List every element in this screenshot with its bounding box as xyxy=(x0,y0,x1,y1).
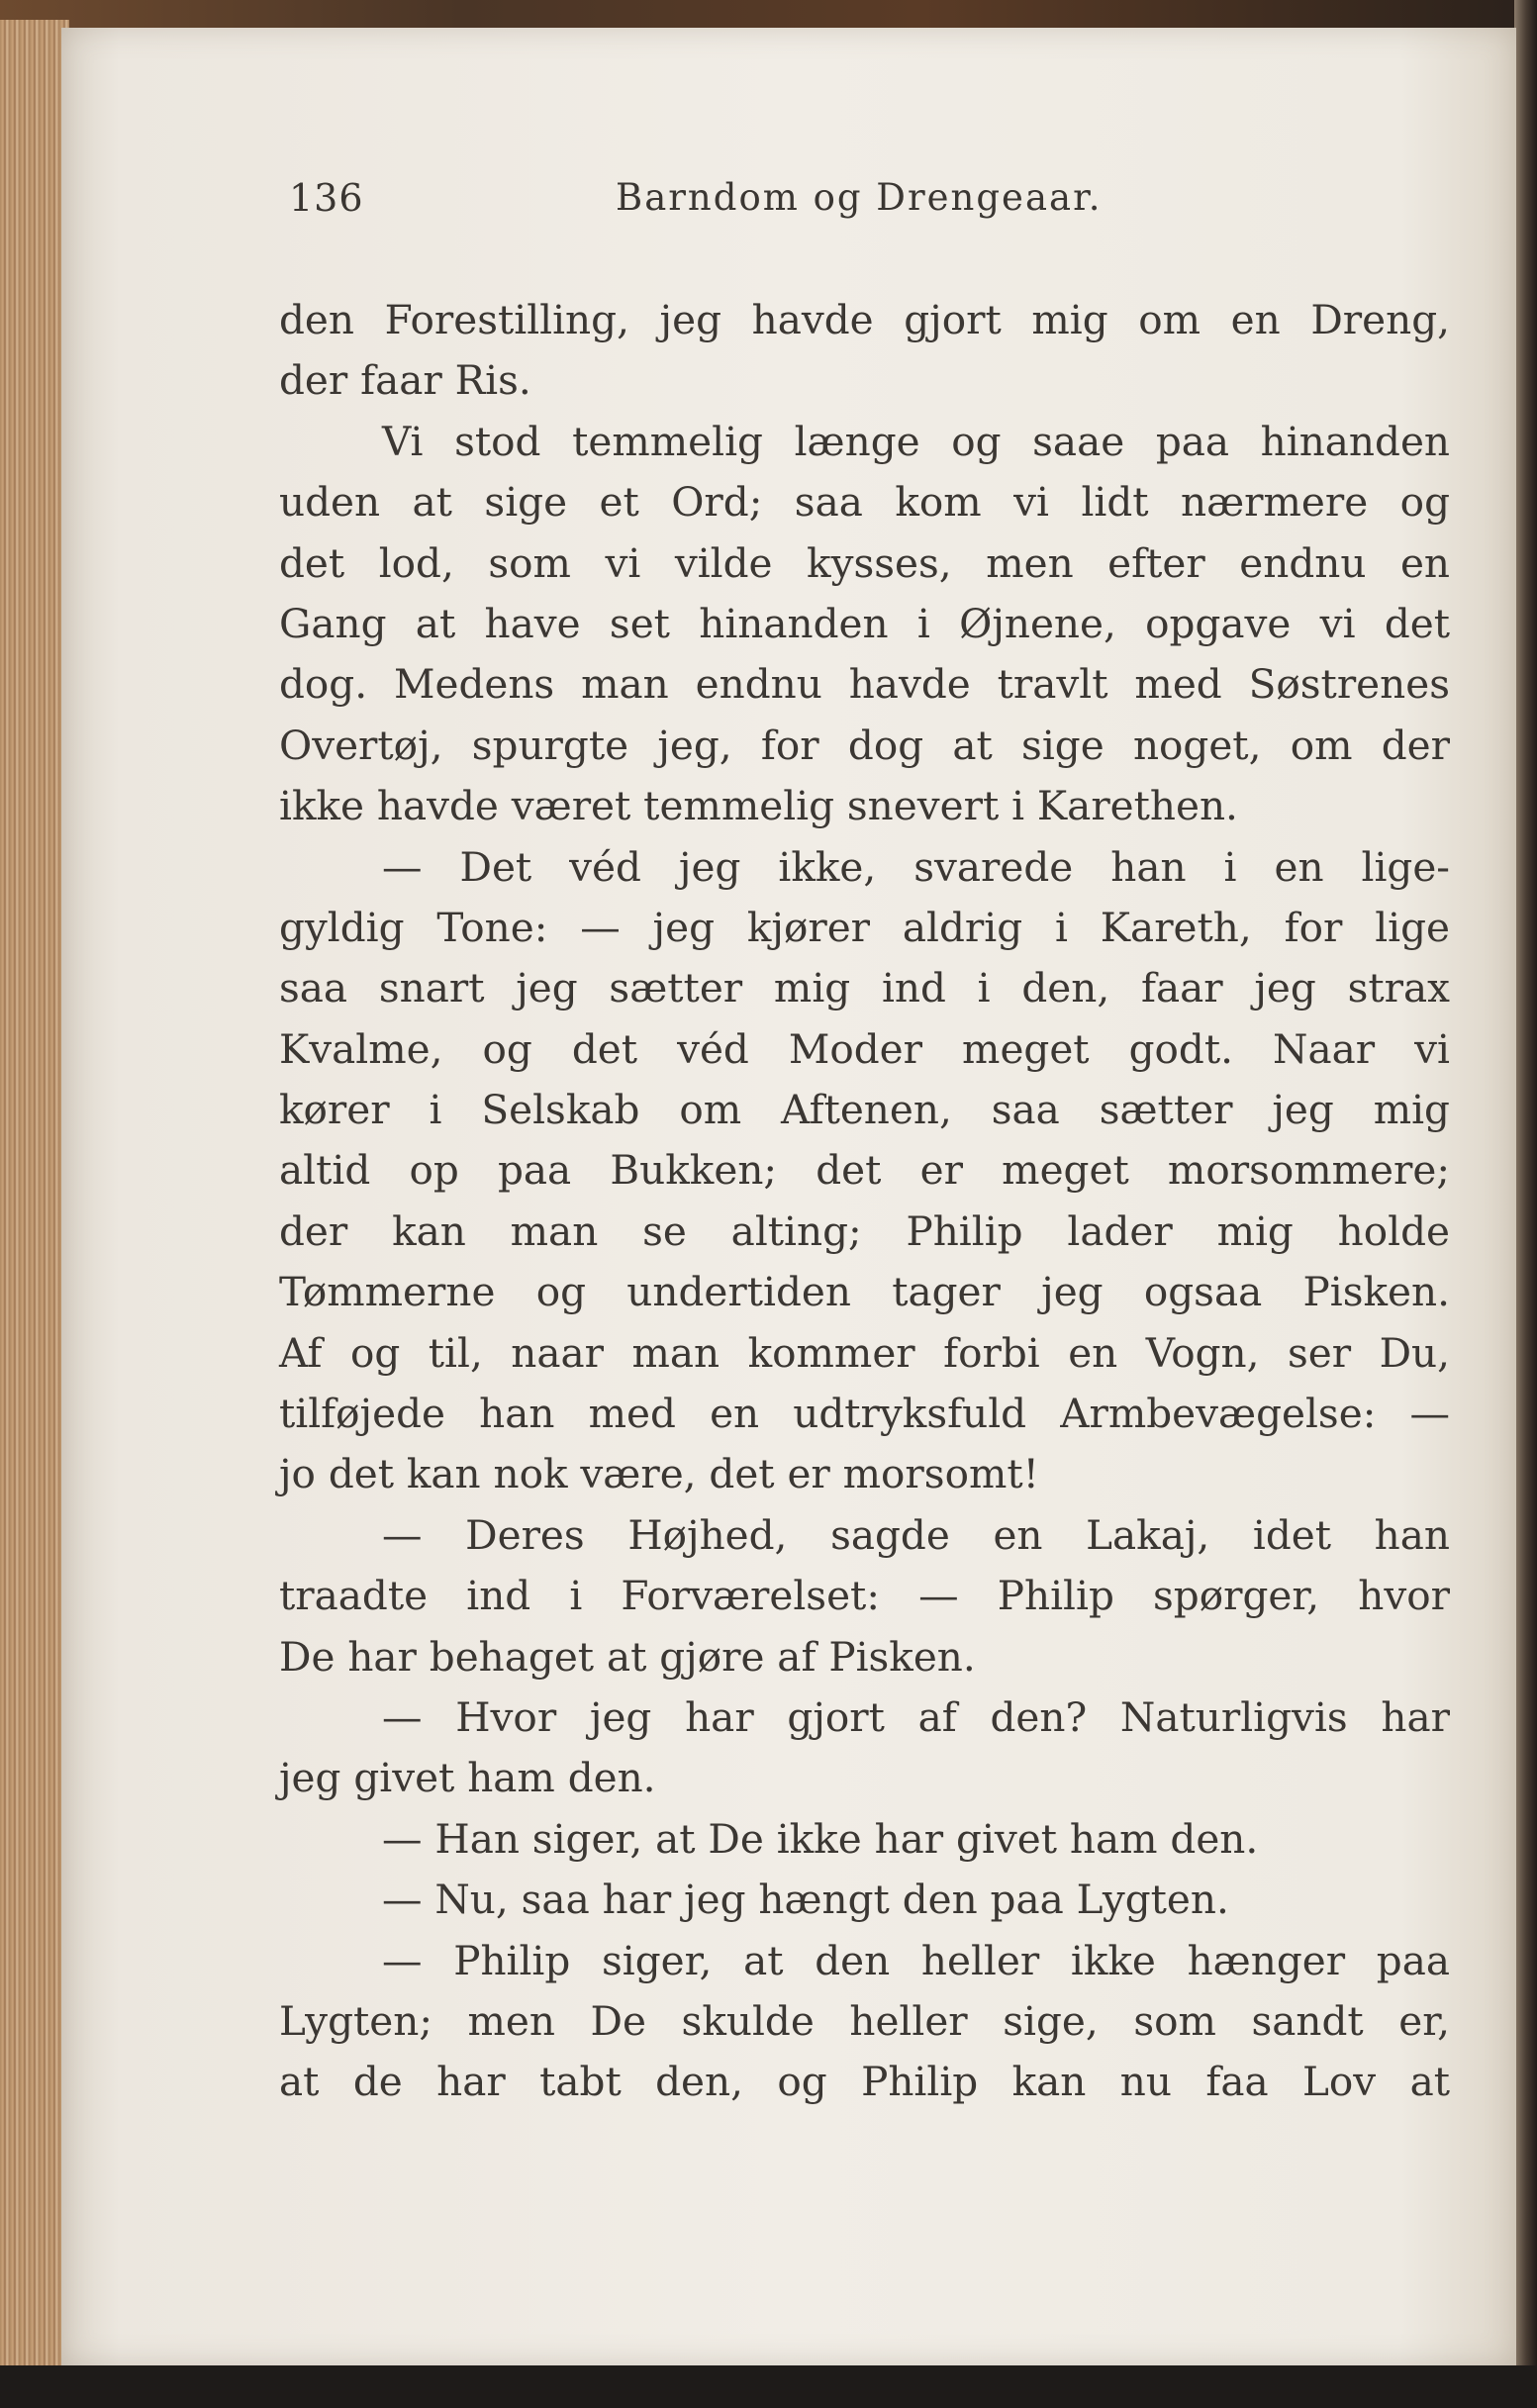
text-line: — Han siger, at De ikke har givet ham den. xyxy=(382,1814,1259,1863)
text-line: der kan man se alting; Philip lader mig holde xyxy=(279,1206,1450,1255)
page-edges xyxy=(0,20,69,2365)
text-line: dog. Medens man endnu havde travlt med Søstrenes xyxy=(279,660,1450,709)
text-line: Tømmerne og undertiden tager jeg ogsaa Pisken. xyxy=(279,1268,1450,1316)
text-line: traadte ind i Forværelset: — Philip spørger, hvor xyxy=(279,1572,1450,1620)
body-text xyxy=(279,290,1450,2113)
text-line: tilføjede han med en udtryksfuld Armbevægelse: — xyxy=(279,1390,1450,1438)
text-line: — Hvor jeg har gjort af den? Naturligvis har xyxy=(382,1692,1450,1741)
text-line: — Det véd jeg ikke, svarede han i en lige- xyxy=(382,842,1450,891)
text-line: De har behaget at gjøre af Pisken. xyxy=(279,1632,976,1681)
text-line: saa snart jeg sætter mig ind i den, faar jeg strax xyxy=(279,964,1450,1012)
text-line: Lygten; men De skulde heller sige, som sandt er, xyxy=(279,1996,1450,2045)
text-line: Kvalme, og det véd Moder meget godt. Naar vi xyxy=(279,1024,1450,1073)
text-line: jeg givet ham den. xyxy=(279,1754,656,1802)
text-line: Vi stod temmelig længe og saae paa hinanden xyxy=(382,417,1450,465)
text-line: kører i Selskab om Aftenen, saa sætter jeg mig xyxy=(279,1086,1450,1134)
book-page xyxy=(61,28,1516,2365)
text-line: altid op paa Bukken; det er meget morsommere; xyxy=(279,1146,1450,1195)
text-line: — Nu, saa har jeg hængt den paa Lygten. xyxy=(382,1876,1229,1924)
text-line: der faar Ris. xyxy=(279,356,531,405)
text-line: Overtøj, spurgte jeg, for dog at sige noget, om der xyxy=(279,721,1450,769)
running-title: Barndom og Drengeaar. xyxy=(616,176,1103,219)
scan-background-bottom xyxy=(0,2365,1537,2408)
scan-background-right xyxy=(1514,0,1537,2408)
text-line: — Philip siger, at den heller ikke hænger paa xyxy=(382,1936,1450,1984)
text-line: at de har tabt den, og Philip kan nu faa Lov at xyxy=(279,2058,1450,2106)
text-line: uden at sige et Ord; saa kom vi lidt nærmere og xyxy=(279,478,1450,527)
text-line: jo det kan nok være, det er morsomt! xyxy=(279,1450,1039,1498)
text-line: Gang at have set hinanden i Øjnene, opgave vi det xyxy=(279,599,1450,647)
text-line: Af og til, naar man kommer forbi en Vogn, ser Du, xyxy=(279,1328,1450,1377)
text-line: ikke havde været temmelig snevert i Karethen. xyxy=(279,782,1238,830)
text-line: gyldig Tone: — jeg kjører aldrig i Kareth, for lige xyxy=(279,903,1450,951)
text-line: — Deres Højhed, sagde en Lakaj, idet han xyxy=(382,1510,1450,1559)
page-number: 136 xyxy=(289,176,364,220)
text-line: den Forestilling, jeg havde gjort mig om en Dreng, xyxy=(279,296,1450,343)
text-line: det lod, som vi vilde kysses, men efter endnu en xyxy=(279,538,1450,587)
book-binding-top xyxy=(0,0,1537,28)
